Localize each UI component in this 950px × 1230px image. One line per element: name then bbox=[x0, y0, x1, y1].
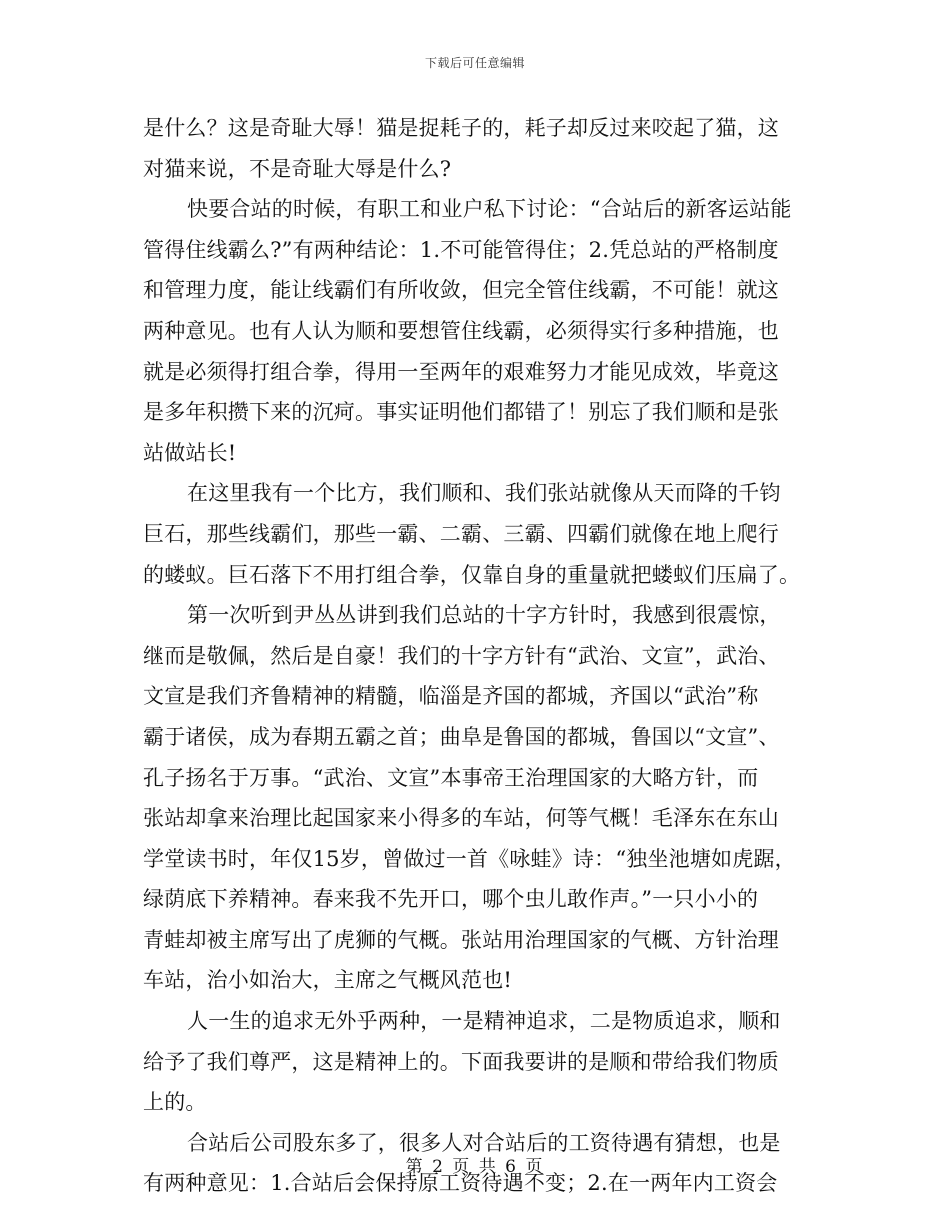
text-line: 张站却拿来治理比起国家来小得多的车站，何等气概！毛泽东在东山 bbox=[143, 806, 779, 831]
text-line: 的蝼蚁。巨石落下不用打组合拳，仅靠自身的重量就把蝼蚁们压扁了。 bbox=[143, 562, 801, 587]
text-line: 就是必须得打组合拳，得用一至两年的艰难努力才能见成效，毕竟这 bbox=[143, 359, 779, 384]
text-line: 给予了我们尊严，这是精神上的。下面我要讲的是顺和带给我们物质 bbox=[143, 1049, 779, 1074]
text-line: 青蛙却被主席写出了虎狮的气概。张站用治理国家的气概、方针治理 bbox=[143, 927, 779, 952]
text-line: 学堂读书时，年仅15岁，曾做过一首《咏蛙》诗：“独坐池塘如虎踞， bbox=[143, 846, 796, 871]
text-line: 站做站长! bbox=[143, 440, 237, 465]
page-header: 下载后可任意编辑 bbox=[424, 56, 525, 70]
text-line: 继而是敬佩，然后是自豪！我们的十字方针有“武治、文宣”，武治、 bbox=[143, 643, 780, 668]
text-line: 有两种意见：1.合站后会保持原工资待遇不变；2.在一两年内工资会 bbox=[143, 1171, 778, 1196]
text-line: 绿荫底下养精神。春来我不先开口，哪个虫儿敢作声。”一只小小的 bbox=[143, 887, 759, 912]
text-line: 和管理力度，能让线霸们有所收敛，但完全管住线霸，不可能！就这 bbox=[143, 278, 779, 303]
text-line: 是多年积攒下来的沉疴。事实证明他们都错了！别忘了我们顺和是张 bbox=[143, 400, 779, 425]
text-line: 合站后公司股东多了，很多人对合站后的工资待遇有猜想，也是 bbox=[187, 1130, 781, 1155]
text-line: 管得住线霸么?”有两种结论：1.不可能管得住；2.凭总站的严格制度 bbox=[143, 237, 779, 262]
text-line: 孔子扬名于万事。“武治、文宣”本事帝王治理国家的大略方针，而 bbox=[143, 765, 759, 790]
text-line: 上的。 bbox=[143, 1090, 207, 1115]
text-line: 文宣是我们齐鲁精神的精髓，临淄是齐国的都城，齐国以“武治”称 bbox=[143, 684, 759, 709]
text-line: 快要合站的时候，有职工和业户私下讨论：“合站后的新客运站能 bbox=[187, 197, 792, 222]
text-line: 对猫来说，不是奇耻大辱是什么? bbox=[143, 156, 452, 181]
text-line: 人一生的追求无外乎两种，一是精神追求，二是物质追求，顺和 bbox=[187, 1009, 781, 1034]
text-line: 霸于诸侯，成为春期五霸之首；曲阜是鲁国的都城，鲁国以“文宣”、 bbox=[143, 724, 780, 749]
page-number-footer: 第 2 页 共 6 页 bbox=[405, 1157, 545, 1177]
text-line: 第一次听到尹丛丛讲到我们总站的十字方针时，我感到很震惊， bbox=[187, 603, 781, 628]
text-line: 车站，治小如治大，主席之气概风范也! bbox=[143, 968, 513, 993]
text-line: 是什么？这是奇耻大辱！猫是捉耗子的，耗子却反过来咬起了猫，这 bbox=[143, 116, 779, 140]
text-line: 两种意见。也有人认为顺和要想管住线霸，必须得实行多种措施，也 bbox=[143, 318, 779, 343]
document-body bbox=[143, 108, 807, 1204]
text-line: 在这里我有一个比方，我们顺和、我们张站就像从天而降的千钧 bbox=[187, 481, 781, 506]
text-line: 巨石，那些线霸们，那些一霸、二霸、三霸、四霸们就像在地上爬行 bbox=[143, 521, 779, 546]
